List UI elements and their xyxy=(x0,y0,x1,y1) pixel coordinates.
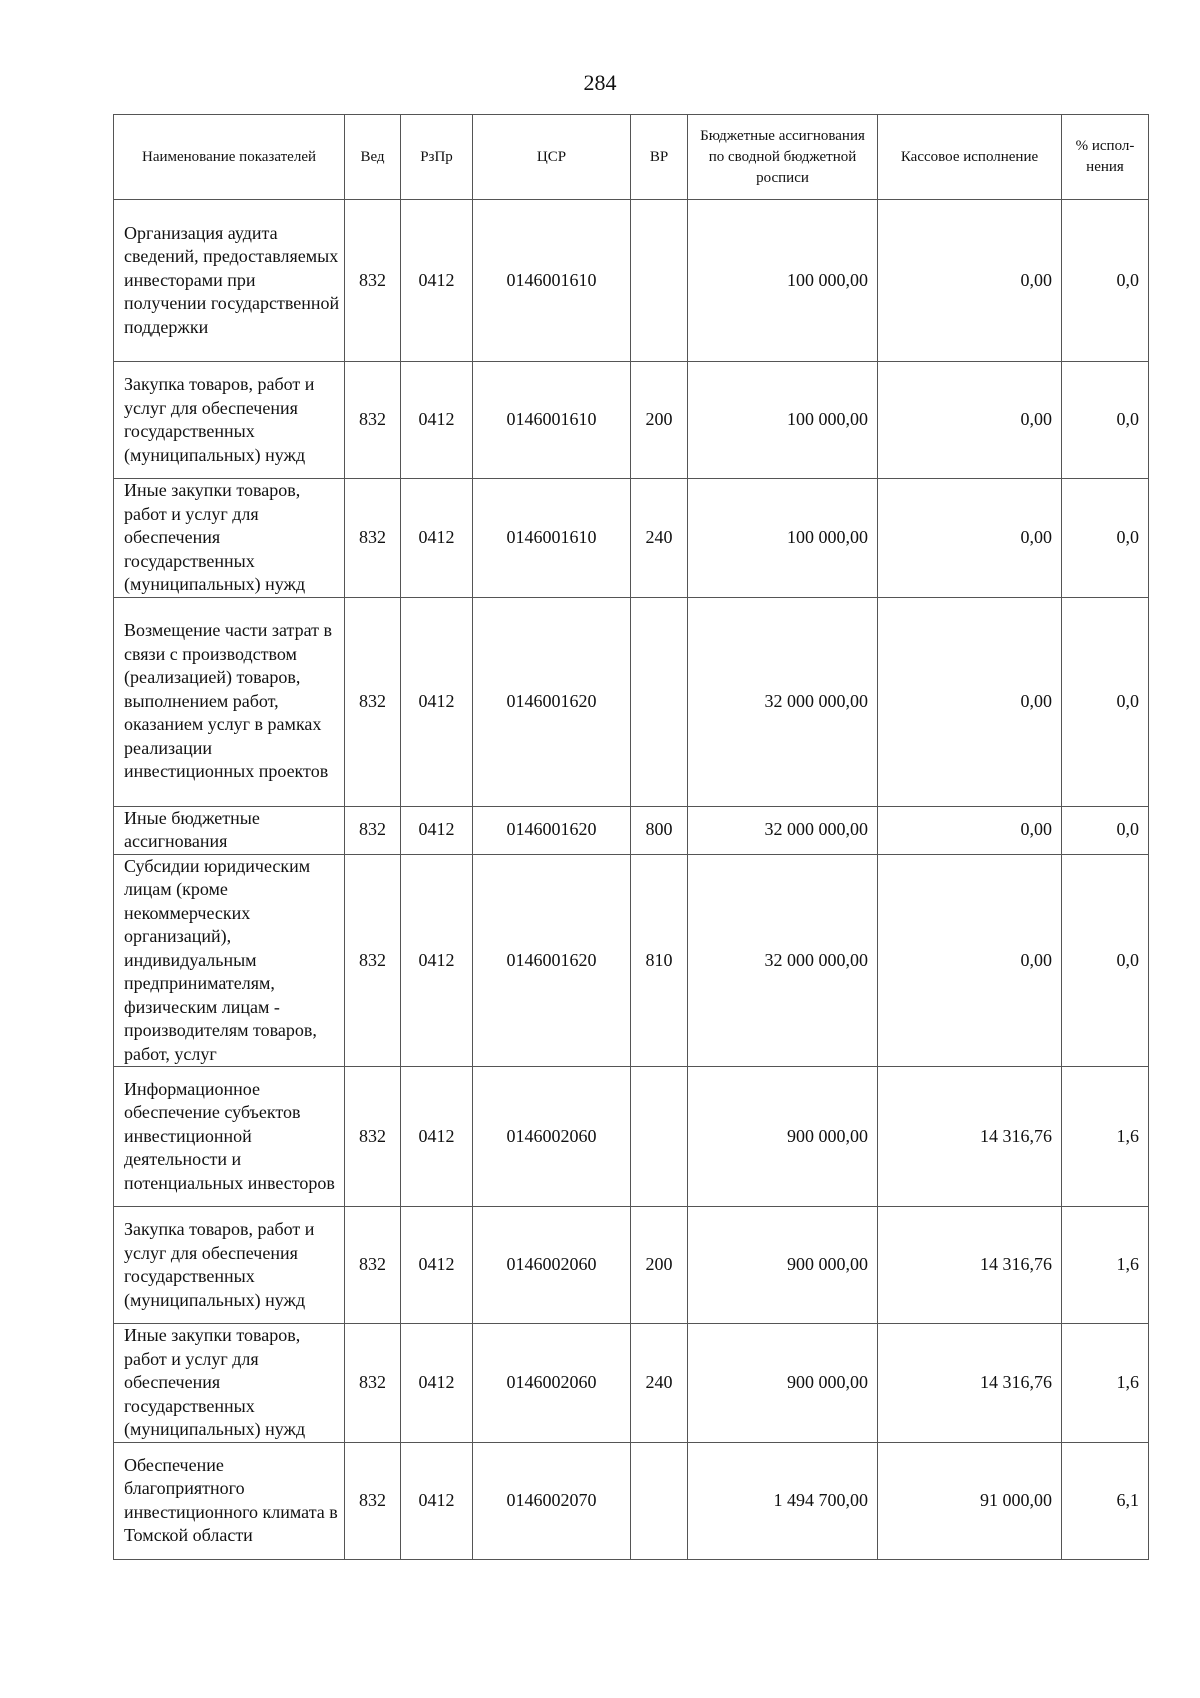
row-vr: 810 xyxy=(631,854,688,1067)
table-row xyxy=(114,806,1149,854)
row-csr: 0146001610 xyxy=(473,362,631,479)
row-cash: 14 316,76 xyxy=(878,1067,1062,1207)
row-cash: 0,00 xyxy=(878,362,1062,479)
row-percent: 0,0 xyxy=(1062,479,1149,598)
row-csr: 0146002060 xyxy=(473,1207,631,1324)
row-percent: 0,0 xyxy=(1062,806,1149,854)
row-cash: 0,00 xyxy=(878,597,1062,806)
row-ved: 832 xyxy=(345,597,401,806)
table-row xyxy=(114,854,1149,1067)
row-vr xyxy=(631,200,688,362)
row-ved: 832 xyxy=(345,1324,401,1443)
row-ved: 832 xyxy=(345,1442,401,1559)
row-vr xyxy=(631,1442,688,1559)
row-percent: 0,0 xyxy=(1062,362,1149,479)
table-row xyxy=(114,1324,1149,1443)
row-csr: 0146001610 xyxy=(473,200,631,362)
row-vr xyxy=(631,597,688,806)
row-ved: 832 xyxy=(345,806,401,854)
row-name: Закупка товаров, работ и услуг для обеспечения государственных (муниципальных) нужд xyxy=(114,1207,345,1324)
row-name: Информационное обеспечение субъектов инвестиционной деятельности и потенциальных инвесторов xyxy=(114,1067,345,1207)
row-name: Обеспечение благоприятного инвестиционного климата в Томской области xyxy=(114,1442,345,1559)
row-vr: 800 xyxy=(631,806,688,854)
row-percent: 1,6 xyxy=(1062,1324,1149,1443)
row-rzpr: 0412 xyxy=(401,854,473,1067)
table-row xyxy=(114,1067,1149,1207)
row-allocations: 900 000,00 xyxy=(688,1324,878,1443)
row-rzpr: 0412 xyxy=(401,1207,473,1324)
row-name: Иные закупки товаров, работ и услуг для обеспечения государственных (муниципальных) нужд xyxy=(114,479,345,598)
row-rzpr: 0412 xyxy=(401,1442,473,1559)
row-allocations: 32 000 000,00 xyxy=(688,854,878,1067)
row-name: Организация аудита сведений, предоставляемых инвесторами при получении государственной поддержки xyxy=(114,200,345,362)
row-rzpr: 0412 xyxy=(401,597,473,806)
row-csr: 0146001620 xyxy=(473,806,631,854)
row-allocations: 900 000,00 xyxy=(688,1067,878,1207)
header-allocations: Бюджетные ассигнования по сводной бюджетной росписи xyxy=(688,115,878,200)
table-row xyxy=(114,597,1149,806)
table-row xyxy=(114,1442,1149,1559)
row-ved: 832 xyxy=(345,1207,401,1324)
row-ved: 832 xyxy=(345,362,401,479)
row-csr: 0146002060 xyxy=(473,1324,631,1443)
row-rzpr: 0412 xyxy=(401,200,473,362)
row-csr: 0146001620 xyxy=(473,597,631,806)
row-allocations: 32 000 000,00 xyxy=(688,806,878,854)
row-percent: 6,1 xyxy=(1062,1442,1149,1559)
row-cash: 0,00 xyxy=(878,854,1062,1067)
row-rzpr: 0412 xyxy=(401,806,473,854)
row-csr: 0146002070 xyxy=(473,1442,631,1559)
row-cash: 14 316,76 xyxy=(878,1207,1062,1324)
header-name: Наименование показателей xyxy=(114,115,345,200)
row-vr: 240 xyxy=(631,479,688,598)
row-cash: 0,00 xyxy=(878,806,1062,854)
row-name: Иные закупки товаров, работ и услуг для обеспечения государственных (муниципальных) нужд xyxy=(114,1324,345,1443)
row-rzpr: 0412 xyxy=(401,1324,473,1443)
row-ved: 832 xyxy=(345,479,401,598)
header-ved: Вед xyxy=(345,115,401,200)
row-allocations: 1 494 700,00 xyxy=(688,1442,878,1559)
header-percent: % испол-нения xyxy=(1062,115,1149,200)
row-percent: 0,0 xyxy=(1062,597,1149,806)
row-csr: 0146002060 xyxy=(473,1067,631,1207)
row-ved: 832 xyxy=(345,1067,401,1207)
row-rzpr: 0412 xyxy=(401,479,473,598)
row-allocations: 900 000,00 xyxy=(688,1207,878,1324)
row-percent: 1,6 xyxy=(1062,1207,1149,1324)
row-csr: 0146001610 xyxy=(473,479,631,598)
header-csr: ЦСР xyxy=(473,115,631,200)
row-percent: 0,0 xyxy=(1062,854,1149,1067)
row-allocations: 100 000,00 xyxy=(688,200,878,362)
table-row xyxy=(114,362,1149,479)
row-percent: 0,0 xyxy=(1062,200,1149,362)
page-number: 284 xyxy=(583,70,617,95)
row-vr xyxy=(631,1067,688,1207)
row-name: Субсидии юридическим лицам (кроме некоммерческих организаций), индивидуальным предпринимателям, физическим лицам - производителям товаров, работ, услуг xyxy=(114,854,345,1067)
row-vr: 200 xyxy=(631,1207,688,1324)
row-name: Возмещение части затрат в связи с производством (реализацией) товаров, выполнением работ, оказанием услуг в рамках реализации инвестиционных проектов xyxy=(114,597,345,806)
row-cash: 0,00 xyxy=(878,479,1062,598)
row-cash: 91 000,00 xyxy=(878,1442,1062,1559)
row-allocations: 32 000 000,00 xyxy=(688,597,878,806)
header-cash: Кассовое исполнение xyxy=(878,115,1062,200)
row-cash: 0,00 xyxy=(878,200,1062,362)
row-vr: 200 xyxy=(631,362,688,479)
row-name: Закупка товаров, работ и услуг для обеспечения государственных (муниципальных) нужд xyxy=(114,362,345,479)
header-vr: ВР xyxy=(631,115,688,200)
row-rzpr: 0412 xyxy=(401,1067,473,1207)
row-rzpr: 0412 xyxy=(401,362,473,479)
row-cash: 14 316,76 xyxy=(878,1324,1062,1443)
row-ved: 832 xyxy=(345,854,401,1067)
row-allocations: 100 000,00 xyxy=(688,479,878,598)
row-name: Иные бюджетные ассигнования xyxy=(114,806,345,854)
budget-table xyxy=(113,114,1149,1560)
header-rzpr: РзПр xyxy=(401,115,473,200)
table-row xyxy=(114,1207,1149,1324)
table-row xyxy=(114,479,1149,598)
table-row xyxy=(114,200,1149,362)
row-allocations: 100 000,00 xyxy=(688,362,878,479)
row-ved: 832 xyxy=(345,200,401,362)
row-csr: 0146001620 xyxy=(473,854,631,1067)
row-vr: 240 xyxy=(631,1324,688,1443)
row-percent: 1,6 xyxy=(1062,1067,1149,1207)
table-header-row xyxy=(114,115,1149,200)
